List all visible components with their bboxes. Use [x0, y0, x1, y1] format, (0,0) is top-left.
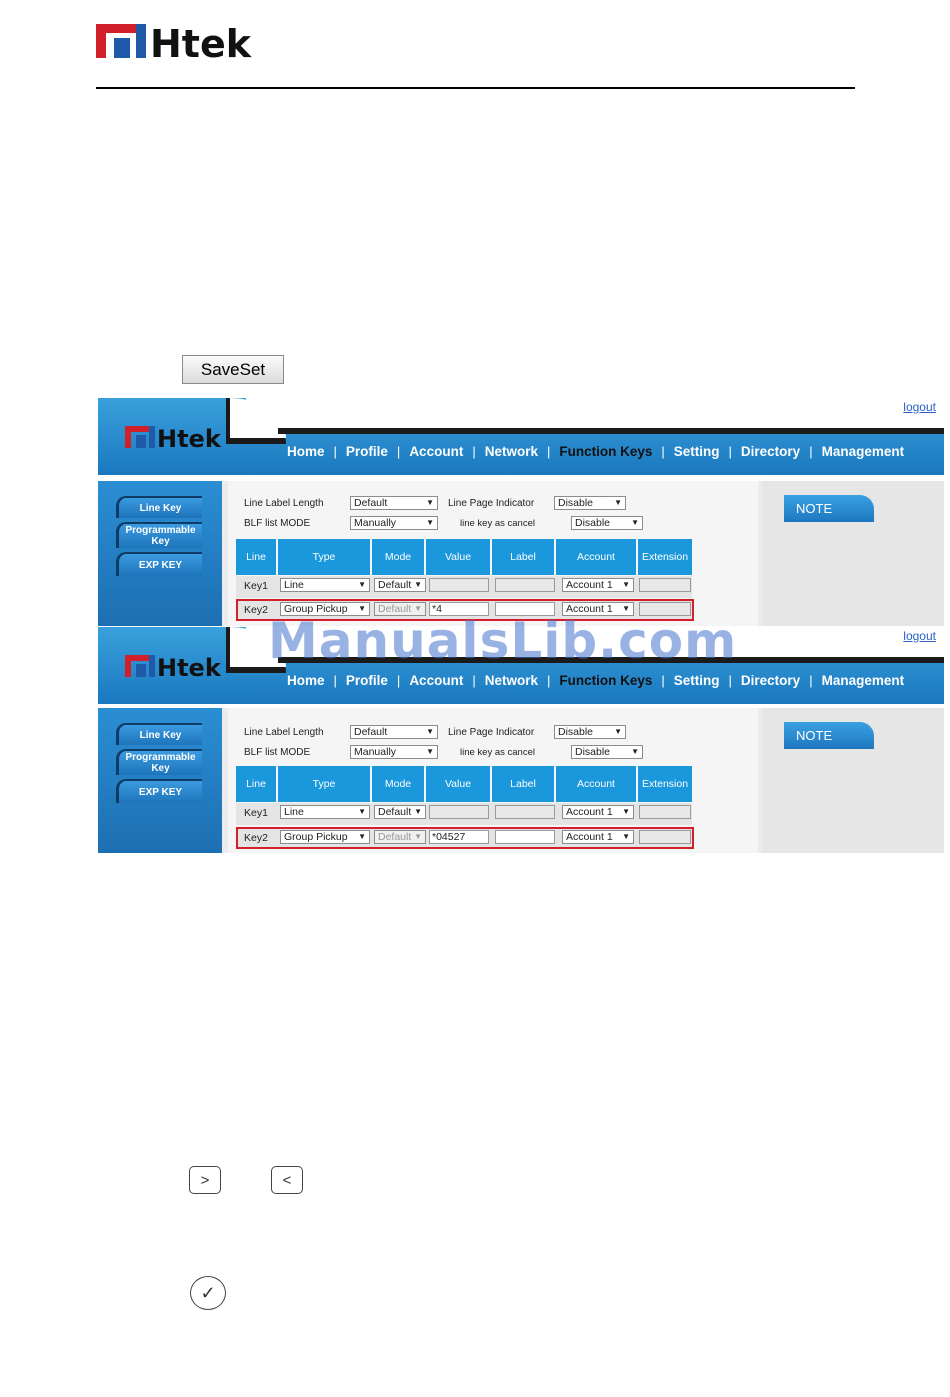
- sidebar-programmable-key[interactable]: Programmable Key: [116, 522, 202, 548]
- key1-value-input[interactable]: [429, 578, 489, 592]
- nav-home[interactable]: Home: [287, 672, 325, 688]
- nav-network[interactable]: Network: [484, 672, 538, 688]
- web-header: [98, 398, 944, 475]
- ok-key-icon: ✓: [190, 1276, 226, 1310]
- sidebar: [98, 481, 222, 626]
- blf-list-mode-label: BLF list MODE: [244, 747, 311, 758]
- col-account: Account: [556, 766, 636, 802]
- line-page-indicator-select[interactable]: Disable ▼: [554, 496, 626, 510]
- col-extension: Extension: [638, 539, 692, 575]
- key2-value-input[interactable]: *4: [429, 602, 489, 616]
- sidebar-line-key[interactable]: Line Key: [116, 723, 202, 745]
- content-area: [98, 481, 944, 626]
- sidebar: [98, 708, 222, 853]
- content-area: [98, 708, 944, 853]
- key1-account-select[interactable]: Account 1 ▼: [562, 805, 634, 819]
- nav-function-keys[interactable]: Function Keys: [559, 672, 653, 688]
- key2-account-select[interactable]: Account 1 ▼: [562, 602, 634, 616]
- nav-profile[interactable]: Profile: [345, 672, 388, 688]
- key1-mode-select[interactable]: Default ▼: [374, 805, 426, 819]
- svg-text:Htek: Htek: [150, 22, 252, 62]
- col-label: Label: [492, 766, 554, 802]
- line-key-cancel-select[interactable]: Disable ▼: [571, 516, 643, 530]
- nav-profile[interactable]: Profile: [345, 443, 388, 459]
- nav-directory[interactable]: Directory: [740, 672, 801, 688]
- blf-list-mode-label: BLF list MODE: [244, 518, 311, 529]
- right-key-icon: >: [189, 1166, 221, 1194]
- svg-text:Htek: Htek: [157, 425, 221, 450]
- nav-management[interactable]: Management: [821, 672, 905, 688]
- function-keys-form: [228, 708, 758, 853]
- sidebar-line-key[interactable]: Line Key: [116, 496, 202, 518]
- nav-setting[interactable]: Setting: [673, 443, 720, 459]
- highlight-box: [236, 827, 694, 849]
- keys-table-header: [236, 539, 692, 575]
- logout-link[interactable]: logout: [903, 400, 936, 414]
- key2-type-select[interactable]: Group Pickup ▼: [280, 602, 370, 616]
- line-key-cancel-label: line key as cancel: [460, 518, 535, 529]
- nav-account[interactable]: Account: [409, 443, 464, 459]
- key1-account-select[interactable]: Account 1 ▼: [562, 578, 634, 592]
- col-value: Value: [426, 539, 490, 575]
- col-mode: Mode: [372, 766, 424, 802]
- key1-line: Key1: [244, 580, 268, 592]
- line-key-cancel-select[interactable]: Disable ▼: [571, 745, 643, 759]
- left-key-icon: <: [271, 1166, 303, 1194]
- nav-home[interactable]: Home: [287, 443, 325, 459]
- header-rule: [96, 87, 855, 89]
- sidebar-exp-key[interactable]: EXP KEY: [116, 779, 202, 803]
- nav-management[interactable]: Management: [821, 443, 905, 459]
- col-line: Line: [236, 766, 276, 802]
- col-type: Type: [278, 539, 370, 575]
- nav-directory[interactable]: Directory: [740, 443, 801, 459]
- key2-account-select[interactable]: Account 1 ▼: [562, 830, 634, 844]
- col-account: Account: [556, 539, 636, 575]
- blf-list-mode-select[interactable]: Manually ▼: [350, 516, 438, 530]
- note-tab: NOTE: [784, 722, 874, 749]
- watermark: ManualsLib.com: [268, 612, 738, 670]
- line-page-indicator-label: Line Page Indicator: [448, 498, 535, 509]
- blf-list-mode-select[interactable]: Manually ▼: [350, 745, 438, 759]
- key1-type-select[interactable]: Line ▼: [280, 578, 370, 592]
- line-label-length-select[interactable]: Default ▼: [350, 496, 438, 510]
- key1-value-input[interactable]: [429, 805, 489, 819]
- col-label: Label: [492, 539, 554, 575]
- key2-mode-select[interactable]: Default ▼: [374, 602, 426, 616]
- sidebar-programmable-key[interactable]: Programmable Key: [116, 749, 202, 775]
- nav-setting[interactable]: Setting: [673, 672, 720, 688]
- key1-extension-input[interactable]: [639, 578, 691, 592]
- key2-mode-select[interactable]: Default ▼: [374, 830, 426, 844]
- key1-extension-input[interactable]: [639, 805, 691, 819]
- function-keys-form: [228, 481, 758, 626]
- col-line: Line: [236, 539, 276, 575]
- col-value: Value: [426, 766, 490, 802]
- saveset-button[interactable]: SaveSet: [182, 355, 284, 384]
- line-label-length-label: Line Label Length: [244, 498, 324, 509]
- line-label-length-label: Line Label Length: [244, 727, 324, 738]
- key1-label-input[interactable]: [495, 578, 555, 592]
- htek-logo: [125, 653, 229, 679]
- line-page-indicator-label: Line Page Indicator: [448, 727, 535, 738]
- key2-line: Key2: [244, 604, 268, 616]
- key1-type-select[interactable]: Line ▼: [280, 805, 370, 819]
- htek-logo: [125, 424, 229, 450]
- key2-line: Key2: [244, 832, 268, 844]
- sidebar-exp-key[interactable]: EXP KEY: [116, 552, 202, 576]
- main-nav: Home | Profile | Account | Network | Function Keys | Setting | Directory | Management: [278, 671, 913, 689]
- nav-network[interactable]: Network: [484, 443, 538, 459]
- main-nav: Home | Profile | Account | Network | Function Keys | Setting | Directory | Management: [278, 442, 913, 460]
- nav-function-keys[interactable]: Function Keys: [559, 443, 653, 459]
- key1-mode-select[interactable]: Default ▼: [374, 578, 426, 592]
- key1-label-input[interactable]: [495, 805, 555, 819]
- note-area: [762, 708, 944, 853]
- web-ui-screenshot-1: [98, 398, 944, 626]
- nav-account[interactable]: Account: [409, 672, 464, 688]
- key2-type-select[interactable]: Group Pickup ▼: [280, 830, 370, 844]
- svg-text:Htek: Htek: [157, 654, 221, 679]
- line-label-length-select[interactable]: Default ▼: [350, 725, 438, 739]
- col-mode: Mode: [372, 539, 424, 575]
- keys-table-header: [236, 766, 692, 802]
- htek-logo: [96, 20, 266, 62]
- logout-link[interactable]: logout: [903, 629, 936, 643]
- key1-line: Key1: [244, 807, 268, 819]
- note-area: [762, 481, 944, 626]
- note-tab: NOTE: [784, 495, 874, 522]
- line-page-indicator-select[interactable]: Disable ▼: [554, 725, 626, 739]
- col-extension: Extension: [638, 766, 692, 802]
- col-type: Type: [278, 766, 370, 802]
- key2-value-input[interactable]: *04527: [429, 830, 489, 844]
- line-key-cancel-label: line key as cancel: [460, 747, 535, 758]
